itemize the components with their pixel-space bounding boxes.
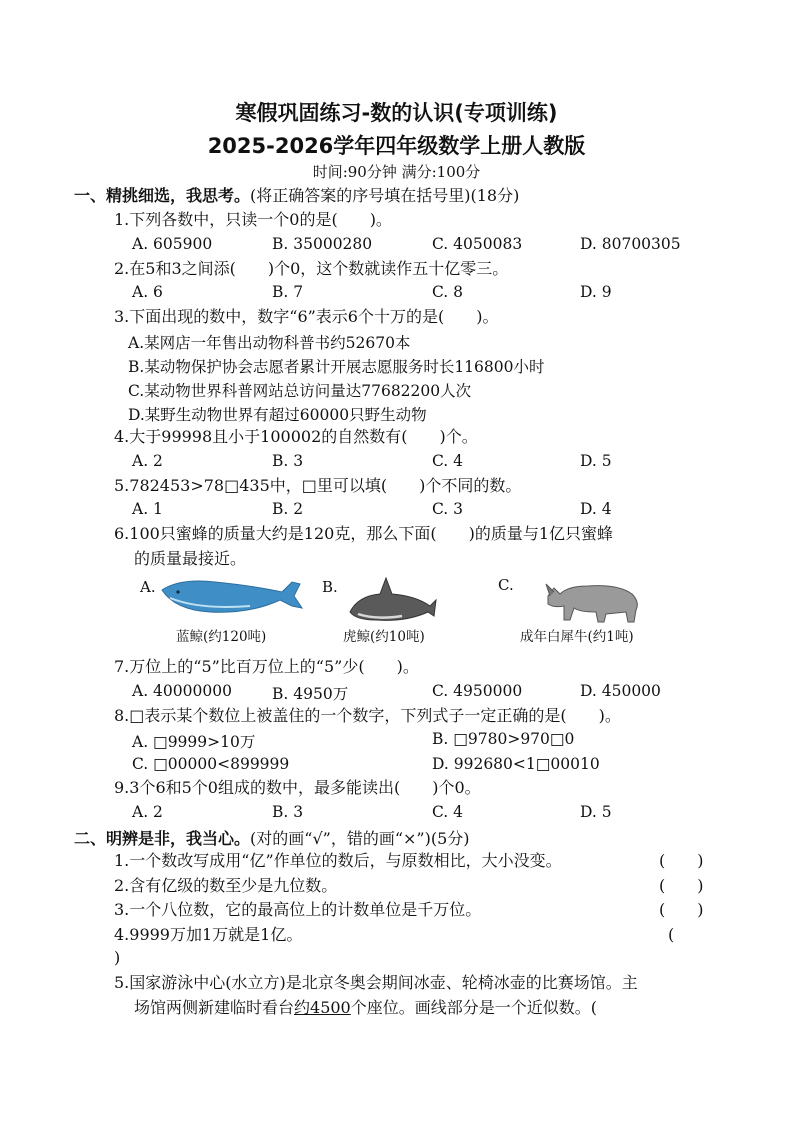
q5-option-c: C. 3: [432, 500, 464, 518]
q7-option-a: A. 40000000: [132, 682, 232, 700]
q3-option-b: B.某动物保护协会志愿者累计开展志愿服务时长116800小时: [128, 358, 545, 376]
section-1-title: 一、精挑细选，我思考。: [74, 186, 251, 205]
q1-option-a: A. 605900: [132, 235, 213, 253]
q9-stem: 9.3个6和5个0组成的数中，最多能读出( )个0。: [114, 778, 481, 797]
page-title: 寒假巩固练习-数的认识(专项训练): [235, 101, 558, 125]
judge-4-text: 4.9999万加1万就是1亿。: [114, 925, 303, 944]
section-2-note: (对的画“√”，错的画“×”)(5分): [250, 829, 470, 848]
judge-2-answer-blank: ( ): [659, 876, 704, 895]
judge-5-line1: 5.国家游泳中心(水立方)是北京冬奥会期间冰壶、轮椅冰壶的比赛场馆。主: [114, 973, 638, 992]
judge-1-text: 1.一个数改写成用“亿”作单位的数后，与原数相比，大小没变。: [114, 851, 562, 870]
q6-stem-line2: 的质量最接近。: [134, 549, 247, 568]
judge-4-paren-close: ): [114, 948, 121, 967]
q6-caption-b: 虎鲸(约10吨): [343, 629, 425, 645]
q4-stem: 4.大于99998且小于100002的自然数有( )个。: [114, 427, 478, 446]
q9-option-a: A. 2: [132, 803, 163, 821]
q3-option-a: A.某网店一年售出动物科普书约52670本: [128, 334, 411, 352]
section-2-heading: [74, 826, 470, 849]
q7-stem: 7.万位上的“5”比百万位上的“5”少( )。: [114, 657, 419, 676]
q1-stem: 1.下列各数中，只读一个0的是( )。: [114, 210, 392, 229]
q2-option-c: C. 8: [432, 283, 464, 301]
q9-option-b: B. 3: [272, 803, 304, 821]
section-1-heading: [74, 183, 519, 206]
q3-option-c: C.某动物世界科普网站总访问量达77682200人次: [128, 382, 472, 400]
white-rhino-image: [544, 574, 644, 624]
judge-5-line2: [134, 998, 597, 1018]
q4-option-c: C. 4: [432, 452, 464, 470]
q6-stem-line1: 6.100只蜜蜂的质量大约是120克，那么下面( )的质量与1亿只蜜蜂: [114, 524, 614, 543]
judge-1-answer-blank: ( ): [659, 851, 704, 870]
judge-4-paren-open: (: [668, 925, 675, 944]
q8-stem: 8.□表示某个数位上被盖住的一个数字，下列式子一定正确的是( )。: [114, 706, 621, 725]
page-subtitle: 2025-2026学年四年级数学上册人教版: [207, 134, 586, 158]
q3-option-d: D.某野生动物世界有超过60000只野生动物: [128, 406, 427, 424]
judge-2-text: 2.含有亿级的数至少是九位数。: [114, 876, 338, 895]
exam-meta: 时间:90分钟 满分:100分: [312, 163, 481, 181]
q3-stem: 3.下面出现的数中，数字“6”表示6个十万的是( )。: [114, 307, 499, 326]
q4-option-a: A. 2: [132, 452, 163, 470]
q7-option-d: D. 450000: [580, 682, 661, 700]
q2-option-a: A. 6: [132, 283, 163, 301]
q9-option-c: C. 4: [432, 803, 464, 821]
q6-caption-a: 蓝鲸(约120吨): [176, 629, 267, 645]
q2-option-b: B. 7: [272, 283, 304, 301]
q6-caption-c: 成年白犀牛(约1吨): [520, 629, 634, 645]
q1-option-b: B. 35000280: [272, 235, 373, 253]
q4-option-d: D. 5: [580, 452, 612, 470]
q6-letter-c: C.: [498, 576, 514, 594]
q7-option-b: B. 4950万: [272, 685, 349, 703]
judge-3-answer-blank: ( ): [659, 900, 704, 919]
q8-option-c: C. □00000<899999: [132, 755, 290, 773]
section-1-note: (将正确答案的序号填在括号里)(18分): [250, 186, 520, 205]
judge-5-line2-end: 个座位。画线部分是一个近似数。(: [350, 998, 597, 1017]
q8-option-b: B. □9780>970□0: [432, 730, 575, 748]
q8-option-d: D. 992680<1□00010: [432, 755, 600, 773]
judge-5-line2-start: 场馆两侧新建临时看台: [134, 998, 295, 1017]
q8-option-a: A. □9999>10万: [132, 733, 256, 751]
orca-image: [346, 576, 438, 626]
q2-stem: 2.在5和3之间添( )个0，这个数就读作五十亿零三。: [114, 259, 509, 278]
q1-option-c: C. 4050083: [432, 235, 523, 253]
q5-option-a: A. 1: [132, 500, 163, 518]
blue-whale-image: [160, 572, 305, 622]
q7-option-c: C. 4950000: [432, 682, 523, 700]
q5-option-b: B. 2: [272, 500, 304, 518]
q6-letter-a: A.: [140, 578, 156, 596]
q9-option-d: D. 5: [580, 803, 612, 821]
q6-letter-b: B.: [322, 578, 338, 596]
q1-option-d: D. 80700305: [580, 235, 681, 253]
q5-option-d: D. 4: [580, 500, 612, 518]
section-2-title: 二、明辨是非，我当心。: [74, 829, 251, 848]
q5-stem: 5.782453>78□435中，□里可以填( )个不同的数。: [114, 476, 522, 495]
judge-3-text: 3.一个八位数，它的最高位上的计数单位是千万位。: [114, 900, 482, 919]
judge-5-underlined-number: 约4500: [294, 998, 351, 1017]
q2-option-d: D. 9: [580, 283, 612, 301]
q4-option-b: B. 3: [272, 452, 304, 470]
